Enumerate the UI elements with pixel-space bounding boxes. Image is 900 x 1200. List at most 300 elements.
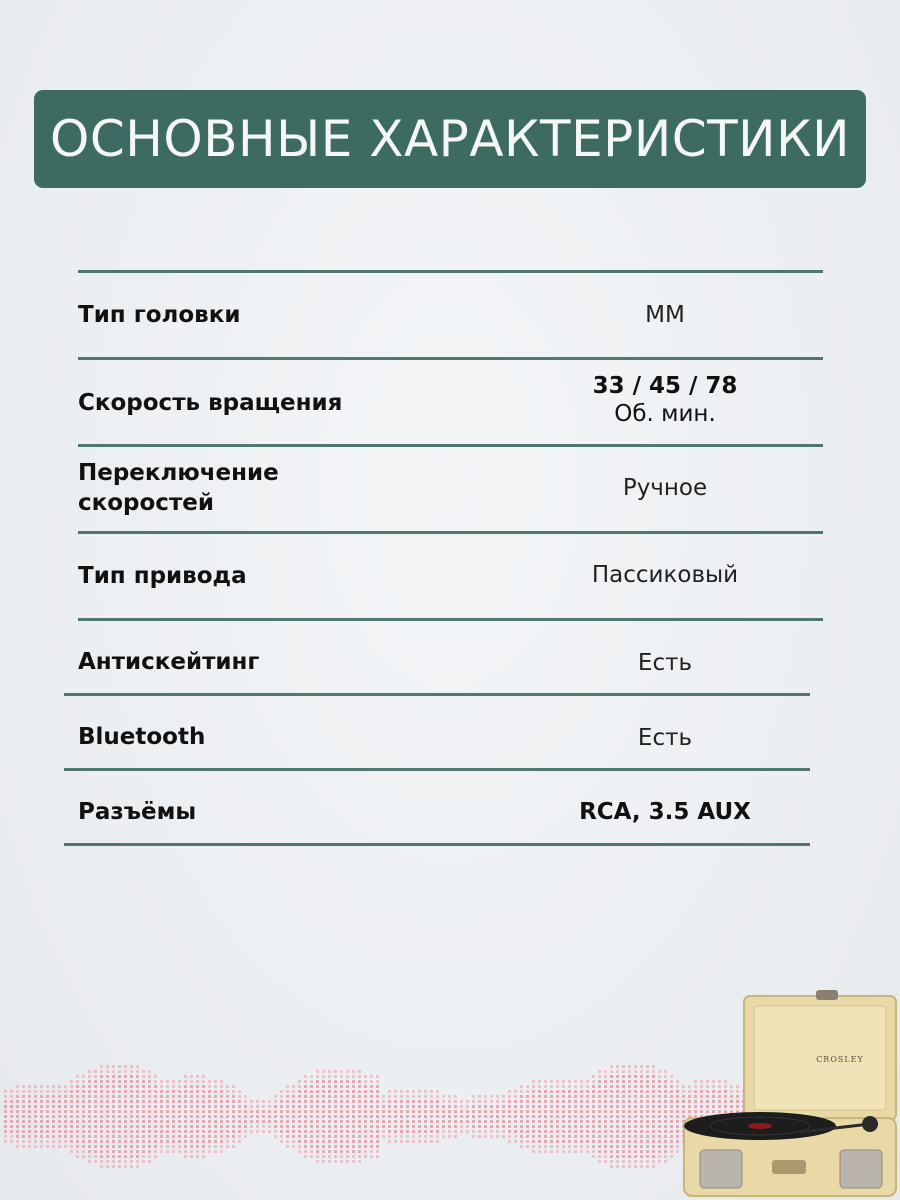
- wave-dot: [580, 1110, 583, 1113]
- wave-dot: [388, 1090, 391, 1093]
- wave-dot: [520, 1115, 523, 1118]
- wave-dot: [310, 1110, 313, 1113]
- wave-dot: [640, 1065, 643, 1068]
- wave-dot: [538, 1080, 541, 1083]
- wave-dot: [70, 1135, 73, 1138]
- wave-dot: [670, 1130, 673, 1133]
- wave-dot: [370, 1115, 373, 1118]
- wave-dot: [202, 1105, 205, 1108]
- wave-dot: [412, 1130, 415, 1133]
- wave-dot: [448, 1130, 451, 1133]
- wave-dot: [238, 1140, 241, 1143]
- wave-dot: [148, 1110, 151, 1113]
- wave-dot: [52, 1115, 55, 1118]
- wave-dot: [568, 1125, 571, 1128]
- wave-dot: [226, 1095, 229, 1098]
- wave-dot: [646, 1150, 649, 1153]
- wave-dot: [676, 1120, 679, 1123]
- wave-dot: [412, 1115, 415, 1118]
- wave-dot: [232, 1125, 235, 1128]
- wave-dot: [274, 1120, 277, 1123]
- wave-dot: [616, 1130, 619, 1133]
- wave-dot: [262, 1125, 265, 1128]
- wave-dot: [634, 1120, 637, 1123]
- wave-dot: [4, 1105, 7, 1108]
- wave-dot: [322, 1090, 325, 1093]
- wave-dot: [676, 1140, 679, 1143]
- wave-dot: [364, 1145, 367, 1148]
- wave-dot: [76, 1110, 79, 1113]
- wave-dot: [430, 1110, 433, 1113]
- wave-dot: [52, 1105, 55, 1108]
- wave-dot: [130, 1095, 133, 1098]
- wave-dot: [352, 1125, 355, 1128]
- wave-dot: [526, 1095, 529, 1098]
- wave-dot: [190, 1105, 193, 1108]
- wave-dot: [424, 1105, 427, 1108]
- wave-dot: [664, 1100, 667, 1103]
- wave-dot: [652, 1105, 655, 1108]
- wave-dot: [136, 1115, 139, 1118]
- wave-dot: [556, 1135, 559, 1138]
- wave-dot: [64, 1095, 67, 1098]
- wave-dot: [46, 1085, 49, 1088]
- wave-dot: [550, 1095, 553, 1098]
- wave-dot: [34, 1085, 37, 1088]
- wave-dot: [562, 1095, 565, 1098]
- wave-dot: [238, 1125, 241, 1128]
- wave-dot: [352, 1110, 355, 1113]
- wave-dot: [196, 1135, 199, 1138]
- wave-dot: [196, 1120, 199, 1123]
- wave-dot: [130, 1135, 133, 1138]
- wave-dot: [10, 1095, 13, 1098]
- wave-dot: [430, 1130, 433, 1133]
- wave-dot: [10, 1140, 13, 1143]
- wave-dot: [664, 1085, 667, 1088]
- wave-dot: [154, 1075, 157, 1078]
- wave-dot: [130, 1105, 133, 1108]
- wave-dot: [178, 1115, 181, 1118]
- wave-dot: [28, 1145, 31, 1148]
- wave-dot: [676, 1145, 679, 1148]
- wave-dot: [82, 1115, 85, 1118]
- wave-dot: [472, 1110, 475, 1113]
- wave-dot: [124, 1110, 127, 1113]
- wave-dot: [148, 1150, 151, 1153]
- wave-dot: [280, 1090, 283, 1093]
- wave-dot: [616, 1075, 619, 1078]
- wave-dot: [322, 1070, 325, 1073]
- wave-dot: [118, 1115, 121, 1118]
- wave-dot: [658, 1105, 661, 1108]
- wave-dot: [592, 1075, 595, 1078]
- wave-dot: [664, 1120, 667, 1123]
- wave-dot: [418, 1095, 421, 1098]
- wave-dot: [610, 1100, 613, 1103]
- wave-dot: [454, 1115, 457, 1118]
- wave-dot: [658, 1115, 661, 1118]
- wave-dot: [112, 1160, 115, 1163]
- wave-dot: [616, 1065, 619, 1068]
- wave-dot: [646, 1115, 649, 1118]
- wave-dot: [466, 1120, 469, 1123]
- wave-dot: [220, 1150, 223, 1153]
- wave-dot: [628, 1065, 631, 1068]
- wave-dot: [628, 1095, 631, 1098]
- wave-dot: [646, 1165, 649, 1168]
- wave-dot: [622, 1100, 625, 1103]
- wave-dot: [520, 1135, 523, 1138]
- wave-dot: [328, 1125, 331, 1128]
- wave-dot: [250, 1105, 253, 1108]
- wave-dot: [640, 1085, 643, 1088]
- wave-dot: [100, 1115, 103, 1118]
- wave-dot: [370, 1090, 373, 1093]
- wave-dot: [520, 1140, 523, 1143]
- wave-dot: [598, 1095, 601, 1098]
- wave-dot: [220, 1095, 223, 1098]
- wave-dot: [40, 1125, 43, 1128]
- wave-dot: [388, 1130, 391, 1133]
- wave-dot: [646, 1090, 649, 1093]
- wave-dot: [82, 1100, 85, 1103]
- wave-dot: [136, 1080, 139, 1083]
- wave-dot: [112, 1155, 115, 1158]
- wave-dot: [454, 1120, 457, 1123]
- wave-dot: [526, 1135, 529, 1138]
- wave-dot: [358, 1095, 361, 1098]
- wave-dot: [670, 1080, 673, 1083]
- wave-dot: [298, 1105, 301, 1108]
- wave-dot: [178, 1145, 181, 1148]
- wave-dot: [40, 1100, 43, 1103]
- wave-dot: [328, 1155, 331, 1158]
- wave-dot: [466, 1105, 469, 1108]
- wave-dot: [460, 1100, 463, 1103]
- wave-dot: [250, 1110, 253, 1113]
- wave-dot: [604, 1070, 607, 1073]
- wave-dot: [658, 1085, 661, 1088]
- wave-dot: [364, 1085, 367, 1088]
- wave-dot: [160, 1120, 163, 1123]
- wave-dot: [22, 1145, 25, 1148]
- wave-dot: [550, 1080, 553, 1083]
- wave-dot: [634, 1080, 637, 1083]
- wave-dot: [400, 1095, 403, 1098]
- wave-dot: [400, 1125, 403, 1128]
- wave-dot: [550, 1115, 553, 1118]
- wave-dot: [112, 1095, 115, 1098]
- wave-dot: [292, 1100, 295, 1103]
- wave-dot: [370, 1140, 373, 1143]
- wave-dot: [142, 1105, 145, 1108]
- wave-dot: [496, 1135, 499, 1138]
- wave-dot: [586, 1100, 589, 1103]
- wave-dot: [640, 1095, 643, 1098]
- wave-dot: [340, 1160, 343, 1163]
- wave-dot: [664, 1110, 667, 1113]
- wave-dot: [22, 1110, 25, 1113]
- wave-dot: [460, 1120, 463, 1123]
- wave-dot: [490, 1095, 493, 1098]
- wave-dot: [460, 1125, 463, 1128]
- wave-dot: [190, 1085, 193, 1088]
- wave-dot: [64, 1085, 67, 1088]
- wave-dot: [442, 1115, 445, 1118]
- wave-dot: [118, 1150, 121, 1153]
- wave-dot: [430, 1140, 433, 1143]
- wave-dot: [376, 1100, 379, 1103]
- wave-dot: [166, 1115, 169, 1118]
- wave-dot: [358, 1160, 361, 1163]
- wave-dot: [616, 1160, 619, 1163]
- wave-dot: [70, 1080, 73, 1083]
- wave-dot: [652, 1085, 655, 1088]
- wave-dot: [202, 1140, 205, 1143]
- wave-dot: [616, 1085, 619, 1088]
- wave-dot: [136, 1160, 139, 1163]
- wave-dot: [346, 1110, 349, 1113]
- wave-dot: [250, 1130, 253, 1133]
- wave-dot: [112, 1105, 115, 1108]
- wave-dot: [286, 1110, 289, 1113]
- wave-dot: [172, 1115, 175, 1118]
- wave-dot: [604, 1115, 607, 1118]
- wave-dot: [124, 1115, 127, 1118]
- wave-dot: [64, 1115, 67, 1118]
- wave-dot: [532, 1110, 535, 1113]
- wave-dot: [40, 1140, 43, 1143]
- wave-dot: [658, 1120, 661, 1123]
- wave-dot: [598, 1105, 601, 1108]
- wave-dot: [328, 1115, 331, 1118]
- wave-dot: [154, 1115, 157, 1118]
- wave-dot: [160, 1110, 163, 1113]
- wave-dot: [106, 1165, 109, 1168]
- wave-dot: [322, 1085, 325, 1088]
- wave-dot: [598, 1085, 601, 1088]
- wave-dot: [346, 1145, 349, 1148]
- wave-dot: [52, 1120, 55, 1123]
- wave-dot: [286, 1120, 289, 1123]
- wave-dot: [646, 1070, 649, 1073]
- wave-dot: [346, 1100, 349, 1103]
- wave-dot: [322, 1115, 325, 1118]
- wave-dot: [442, 1095, 445, 1098]
- wave-dot: [28, 1090, 31, 1093]
- wave-dot: [526, 1140, 529, 1143]
- wave-dot: [598, 1130, 601, 1133]
- wave-dot: [220, 1135, 223, 1138]
- wave-dot: [184, 1140, 187, 1143]
- wave-dot: [262, 1105, 265, 1108]
- wave-dot: [100, 1125, 103, 1128]
- wave-dot: [196, 1090, 199, 1093]
- wave-dot: [322, 1160, 325, 1163]
- wave-dot: [346, 1160, 349, 1163]
- wave-dot: [100, 1145, 103, 1148]
- wave-dot: [322, 1075, 325, 1078]
- wave-dot: [82, 1150, 85, 1153]
- wave-dot: [640, 1090, 643, 1093]
- spec-label: Тип привода: [78, 563, 247, 589]
- wave-dot: [172, 1080, 175, 1083]
- wave-dot: [100, 1095, 103, 1098]
- wave-dot: [484, 1095, 487, 1098]
- wave-dot: [364, 1095, 367, 1098]
- wave-dot: [616, 1070, 619, 1073]
- wave-dot: [622, 1075, 625, 1078]
- wave-dot: [130, 1120, 133, 1123]
- wave-dot: [478, 1120, 481, 1123]
- wave-dot: [340, 1125, 343, 1128]
- wave-dot: [340, 1120, 343, 1123]
- wave-dot: [616, 1165, 619, 1168]
- wave-dot: [184, 1080, 187, 1083]
- wave-dot: [136, 1165, 139, 1168]
- wave-dot: [46, 1135, 49, 1138]
- wave-dot: [634, 1115, 637, 1118]
- wave-dot: [532, 1080, 535, 1083]
- wave-dot: [16, 1100, 19, 1103]
- wave-dot: [346, 1155, 349, 1158]
- wave-dot: [586, 1135, 589, 1138]
- wave-dot: [622, 1155, 625, 1158]
- wave-dot: [634, 1145, 637, 1148]
- wave-dot: [538, 1095, 541, 1098]
- wave-dot: [118, 1120, 121, 1123]
- wave-dot: [622, 1065, 625, 1068]
- wave-dot: [658, 1135, 661, 1138]
- wave-dot: [424, 1110, 427, 1113]
- wave-dot: [232, 1090, 235, 1093]
- wave-dot: [76, 1150, 79, 1153]
- wave-dot: [226, 1085, 229, 1088]
- wave-dot: [340, 1130, 343, 1133]
- wave-dot: [232, 1140, 235, 1143]
- wave-dot: [352, 1145, 355, 1148]
- wave-dot: [388, 1120, 391, 1123]
- wave-dot: [172, 1110, 175, 1113]
- wave-dot: [340, 1150, 343, 1153]
- wave-dot: [676, 1090, 679, 1093]
- wave-dot: [568, 1110, 571, 1113]
- wave-dot: [664, 1145, 667, 1148]
- wave-dot: [598, 1160, 601, 1163]
- wave-dot: [358, 1125, 361, 1128]
- wave-dot: [628, 1075, 631, 1078]
- wave-dot: [574, 1145, 577, 1148]
- wave-dot: [106, 1135, 109, 1138]
- wave-dot: [676, 1130, 679, 1133]
- wave-dot: [250, 1120, 253, 1123]
- wave-dot: [574, 1110, 577, 1113]
- wave-dot: [424, 1125, 427, 1128]
- wave-dot: [10, 1125, 13, 1128]
- wave-dot: [184, 1110, 187, 1113]
- wave-dot: [520, 1125, 523, 1128]
- wave-dot: [550, 1150, 553, 1153]
- wave-dot: [478, 1100, 481, 1103]
- wave-dot: [316, 1130, 319, 1133]
- wave-dot: [352, 1115, 355, 1118]
- wave-dot: [124, 1160, 127, 1163]
- wave-dot: [610, 1110, 613, 1113]
- wave-dot: [340, 1080, 343, 1083]
- spec-value: [520, 372, 810, 428]
- wave-dot: [574, 1130, 577, 1133]
- wave-dot: [178, 1105, 181, 1108]
- wave-dot: [526, 1145, 529, 1148]
- wave-dot: [358, 1145, 361, 1148]
- wave-dot: [580, 1130, 583, 1133]
- wave-dot: [646, 1145, 649, 1148]
- wave-dot: [466, 1115, 469, 1118]
- wave-dot: [652, 1065, 655, 1068]
- wave-dot: [574, 1140, 577, 1143]
- wave-dot: [616, 1120, 619, 1123]
- wave-dot: [430, 1120, 433, 1123]
- wave-dot: [142, 1155, 145, 1158]
- wave-dot: [400, 1140, 403, 1143]
- wave-dot: [610, 1105, 613, 1108]
- wave-dot: [406, 1135, 409, 1138]
- wave-dot: [220, 1105, 223, 1108]
- wave-dot: [58, 1090, 61, 1093]
- wave-dot: [106, 1150, 109, 1153]
- wave-dot: [658, 1160, 661, 1163]
- wave-dot: [286, 1125, 289, 1128]
- spec-label: Bluetooth: [78, 724, 206, 750]
- wave-dot: [376, 1080, 379, 1083]
- wave-dot: [106, 1120, 109, 1123]
- wave-dot: [100, 1070, 103, 1073]
- wave-dot: [316, 1145, 319, 1148]
- wave-dot: [136, 1140, 139, 1143]
- wave-dot: [538, 1110, 541, 1113]
- wave-dot: [88, 1140, 91, 1143]
- wave-dot: [376, 1120, 379, 1123]
- wave-dot: [112, 1100, 115, 1103]
- wave-dot: [166, 1130, 169, 1133]
- wave-dot: [256, 1125, 259, 1128]
- wave-dot: [58, 1120, 61, 1123]
- wave-dot: [328, 1145, 331, 1148]
- wave-dot: [214, 1085, 217, 1088]
- wave-dot: [142, 1080, 145, 1083]
- wave-dot: [550, 1140, 553, 1143]
- wave-dot: [472, 1125, 475, 1128]
- wave-dot: [340, 1155, 343, 1158]
- wave-dot: [610, 1065, 613, 1068]
- wave-dot: [136, 1145, 139, 1148]
- wave-dot: [94, 1110, 97, 1113]
- wave-dot: [358, 1070, 361, 1073]
- wave-dot: [400, 1120, 403, 1123]
- wave-dot: [622, 1115, 625, 1118]
- wave-dot: [634, 1135, 637, 1138]
- wave-dot: [418, 1115, 421, 1118]
- wave-dot: [88, 1105, 91, 1108]
- wave-dot: [514, 1120, 517, 1123]
- wave-dot: [376, 1155, 379, 1158]
- wave-dot: [208, 1150, 211, 1153]
- wave-dot: [298, 1130, 301, 1133]
- wave-dot: [598, 1140, 601, 1143]
- wave-dot: [172, 1120, 175, 1123]
- wave-dot: [586, 1140, 589, 1143]
